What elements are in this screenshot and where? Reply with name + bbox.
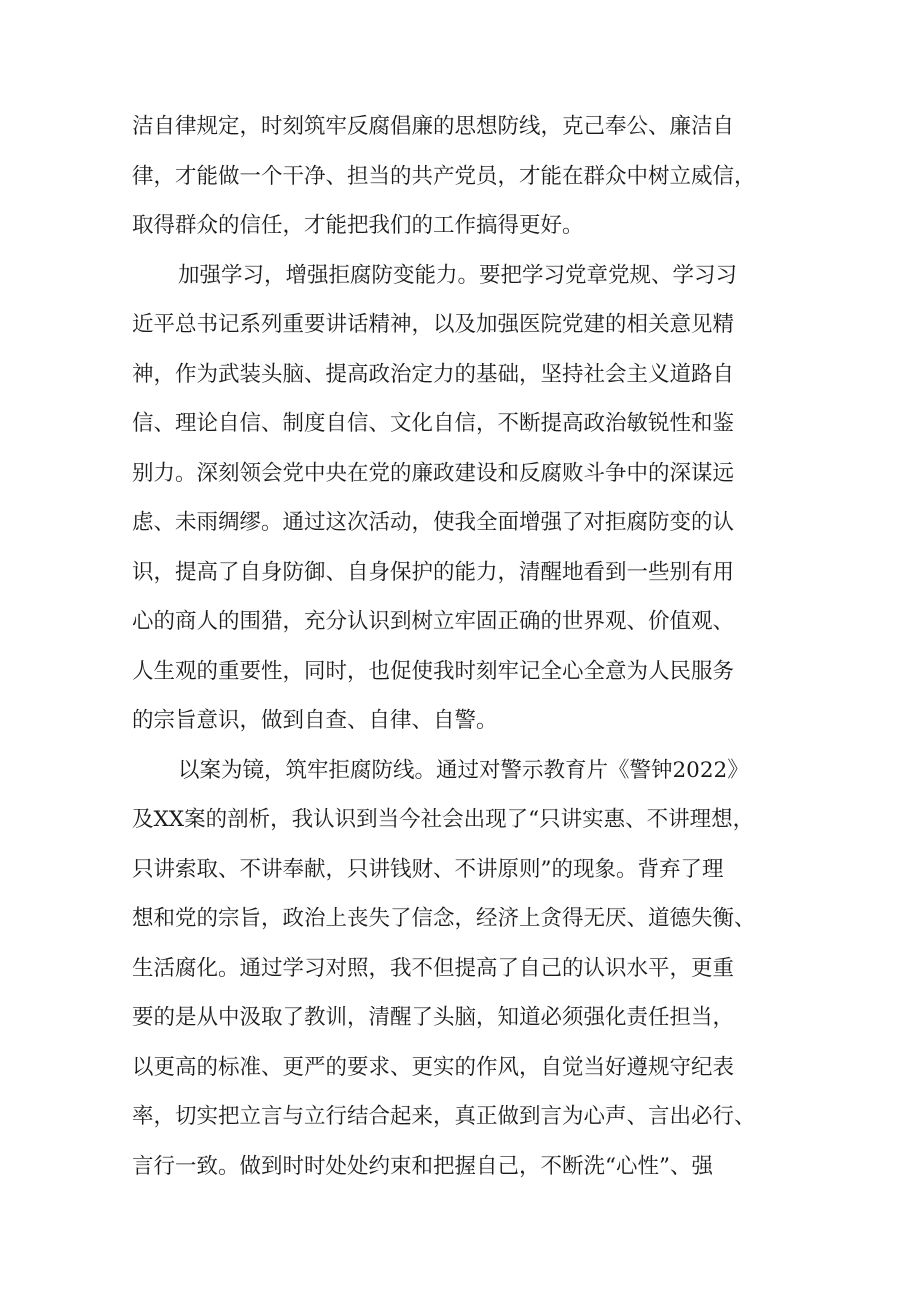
text-line: 人生观的重要性，同时，也促使我时刻牢记全心全意为人民服务 bbox=[132, 659, 735, 684]
text-line: 要的是从中汲取了教训，清醒了头脑，知道必须强化责任担当， bbox=[132, 1005, 735, 1030]
text-line: 别力。深刻领会党中央在党的廉政建设和反腐败斗争中的深谋远 bbox=[132, 461, 735, 486]
text-line: 的宗旨意识，做到自查、自律、自警。 bbox=[132, 708, 498, 733]
text-line: 心的商人的围猎，充分认识到树立牢固正确的世界观、价值观、 bbox=[132, 609, 735, 634]
text-line: 取得群众的信任，才能把我们的工作搞得更好。 bbox=[132, 213, 584, 238]
paragraph-start-line: 加强学习，增强拒腐防变能力。要把学习党章党规、学习习 bbox=[178, 263, 738, 288]
text-line: 以更高的标准、更严的要求、更实的作风，自觉当好遵规守纪表 bbox=[132, 1055, 735, 1080]
text-line: 信、理论自信、制度自信、文化自信，不断提高政治敏锐性和鉴 bbox=[132, 411, 735, 436]
paragraph-start-line: 以案为镜，筑牢拒腐防线。通过对警示教育片《警钟2022》 bbox=[178, 758, 749, 783]
text-line: 言行一致。做到时时处处约束和把握自己，不断洗“心性”、强 bbox=[132, 1154, 713, 1179]
text-line: 虑、未雨绸缪。通过这次活动，使我全面增强了对拒腐防变的认 bbox=[132, 510, 735, 535]
text-line: 率，切实把立言与立行结合起来，真正做到言为心声、言出必行、 bbox=[132, 1104, 756, 1129]
text-line: 律，才能做一个干净、担当的共产党员，才能在群众中树立威信， bbox=[132, 164, 756, 189]
text-line: 只讲索取、不讲奉献，只讲钱财、不讲原则”的现象。背弃了理 bbox=[132, 857, 724, 882]
text-line: 想和党的宗旨，政治上丧失了信念，经济上贪得无厌、道德失衡、 bbox=[132, 906, 756, 931]
text-line: 神，作为武装头脑、提高政治定力的基础，坚持社会主义道路自 bbox=[132, 362, 735, 387]
text-line: 及XX案的剖析，我认识到当今社会出现了“只讲实惠、不讲理想， bbox=[132, 807, 755, 832]
text-line: 洁自律规定，时刻筑牢反腐倡廉的思想防线，克己奉公、廉洁自 bbox=[132, 114, 735, 139]
text-line: 生活腐化。通过学习对照，我不但提高了自己的认识水平，更重 bbox=[132, 956, 735, 981]
text-line: 识，提高了自身防御、自身保护的能力，清醒地看到一些别有用 bbox=[132, 560, 735, 585]
text-line: 近平总书记系列重要讲话精神，以及加强医院党建的相关意见精 bbox=[132, 312, 735, 337]
